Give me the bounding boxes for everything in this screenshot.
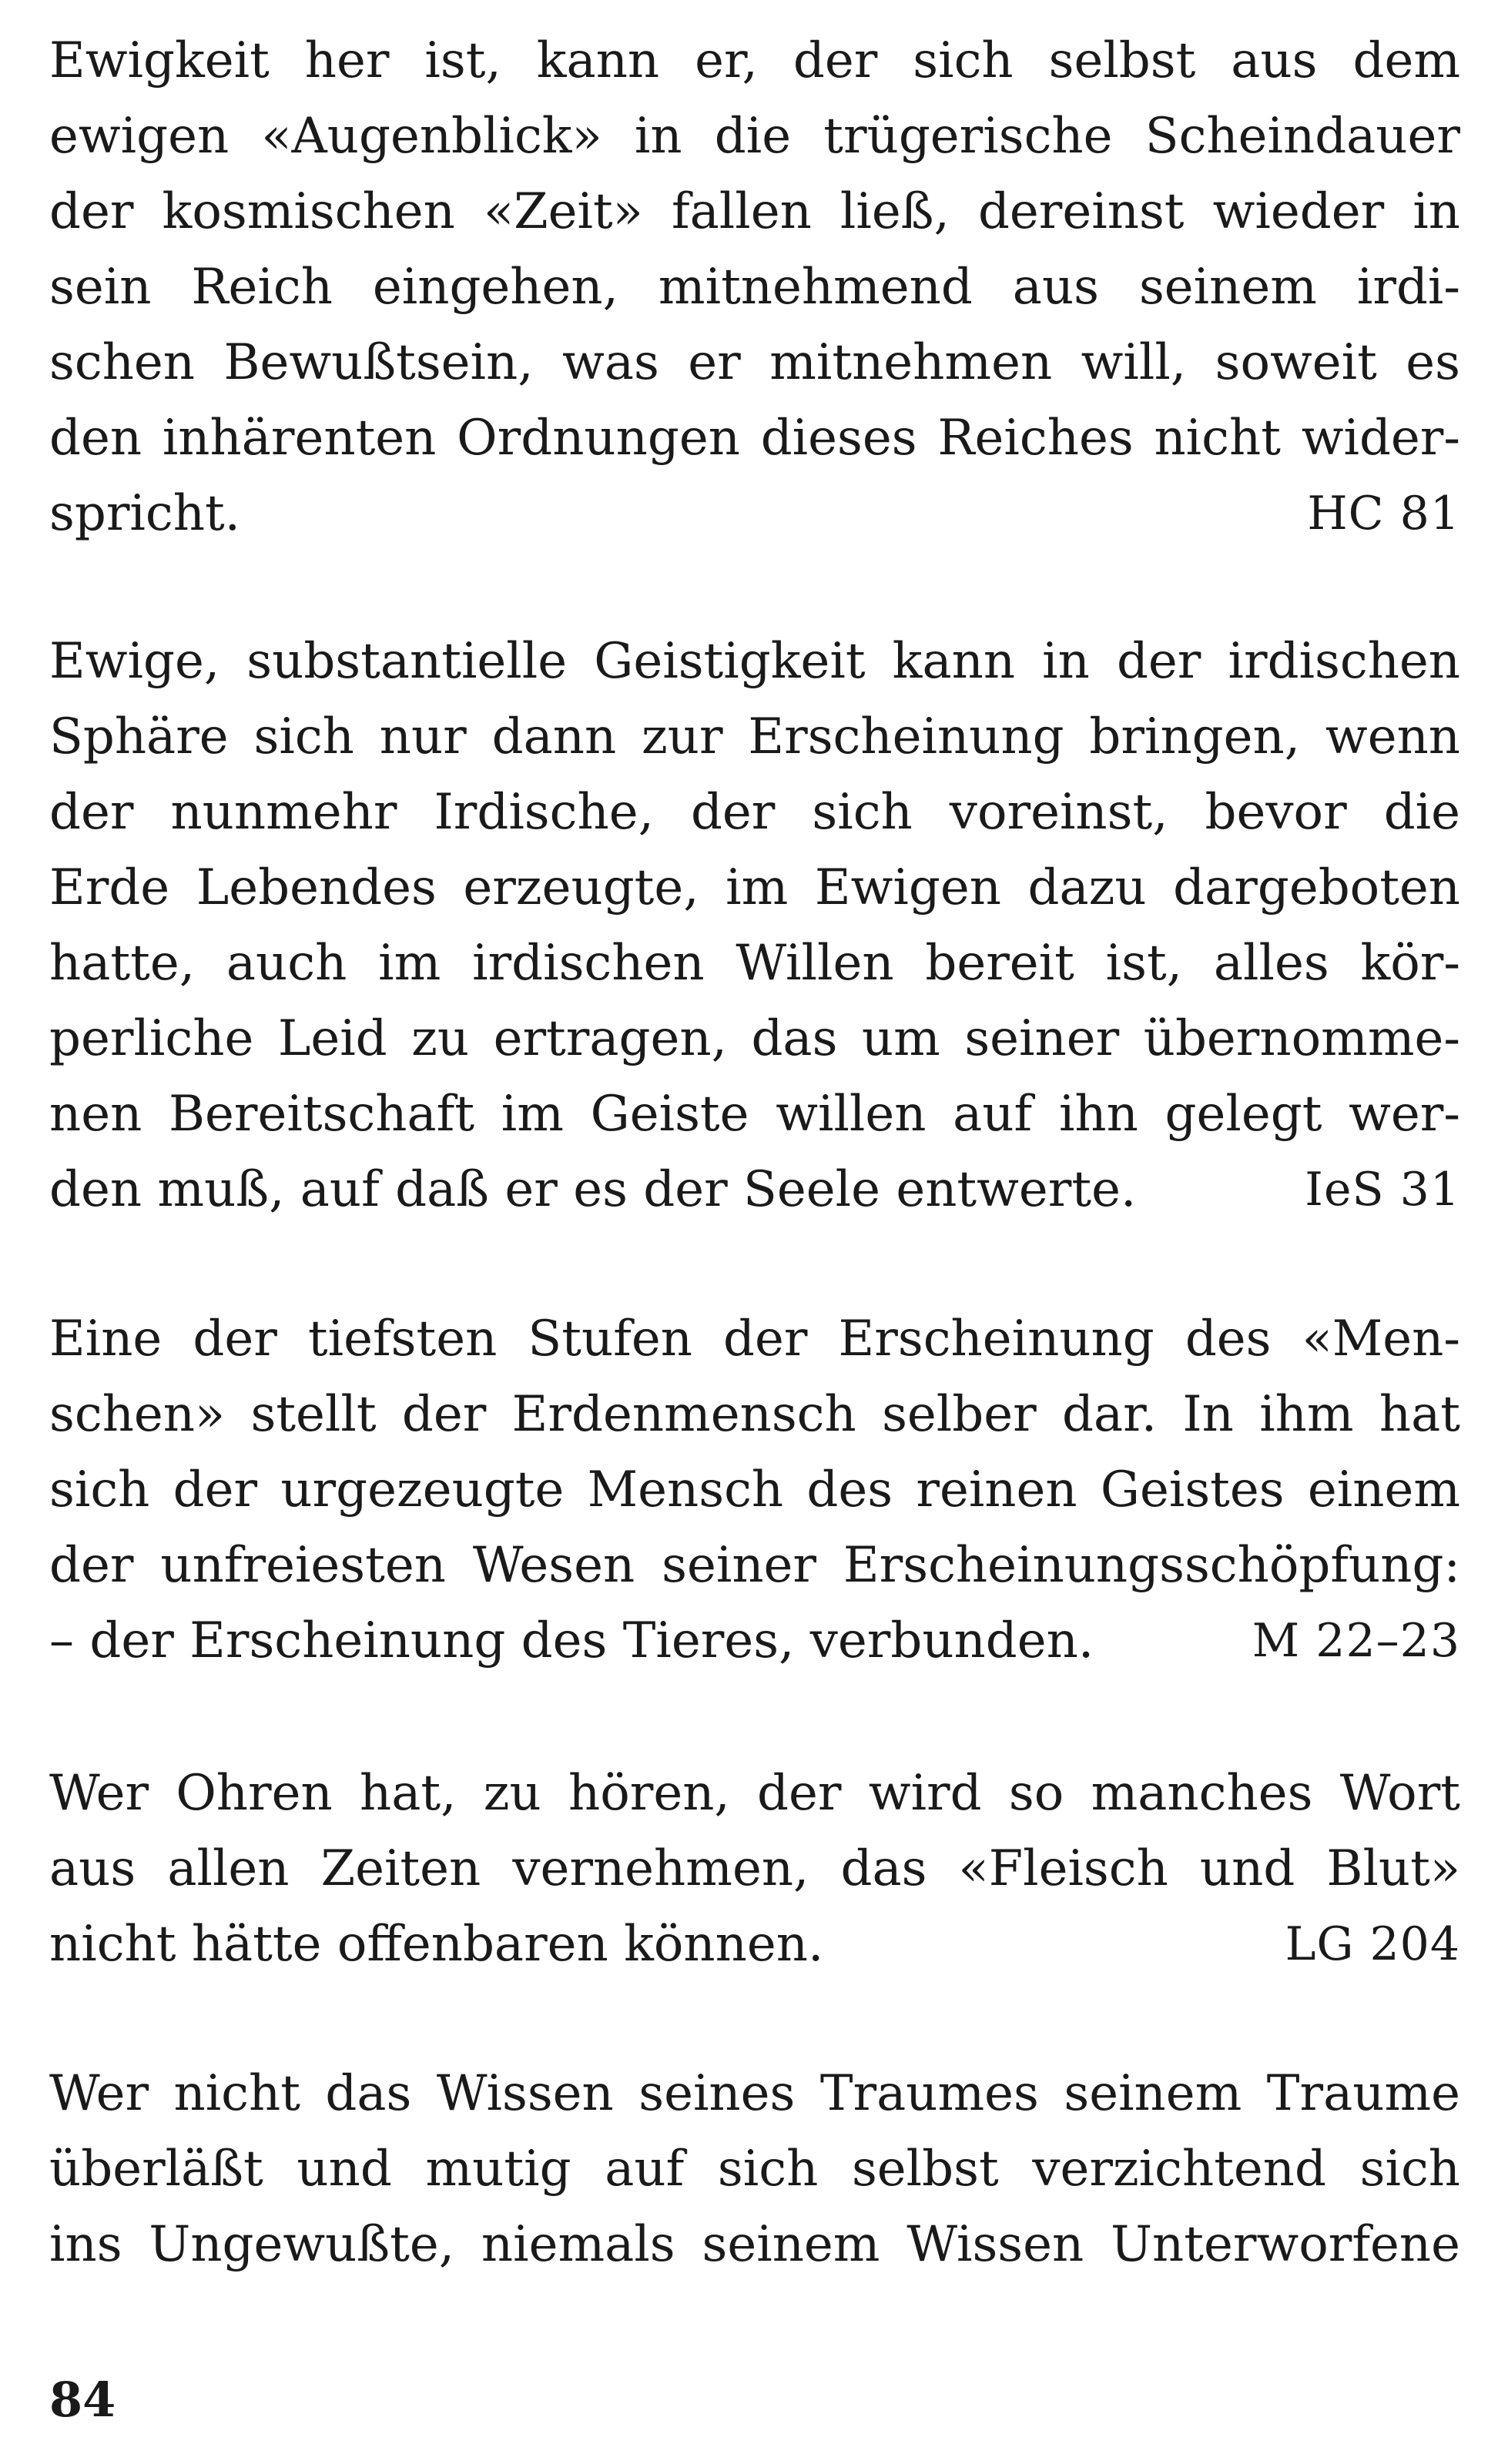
text-line-last (49, 476, 1460, 551)
source-reference: LG 204 (1285, 1917, 1460, 1971)
text-line: nen Bereitschaft im Geiste willen auf ihn gelegt wer- (49, 1086, 1460, 1143)
book-page (49, 23, 1460, 2441)
text-line: der unfreiesten Wesen seiner Erscheinungsschöpfung: (49, 1537, 1460, 1594)
text-line: Ewige, substantielle Geistigkeit kann in der irdischen (49, 633, 1460, 690)
passage-4 (49, 1756, 1460, 1982)
text-line: sein Reich eingehen, mitnehmend aus seinem irdi- (49, 259, 1460, 316)
text-line: Eine der tiefsten Stufen der Erscheinung des «Men- (49, 1311, 1460, 1368)
source-reference: HC 81 (1307, 487, 1460, 541)
text-line: den inhärenten Ordnungen dieses Reiches nicht wider- (49, 410, 1460, 467)
text-line: der nunmehr Irdische, der sich voreinst, bevor die (49, 784, 1460, 841)
passage-3 (49, 1301, 1460, 1679)
text-line-content: – der Erscheinung des Tieres, verbunden. (49, 1612, 1094, 1669)
text-line: Sphäre sich nur dann zur Erscheinung bringen, wenn (49, 708, 1460, 765)
text-line: schen» stellt der Erdenmensch selber dar. In ihm hat (49, 1386, 1460, 1443)
passage-2 (49, 624, 1460, 1227)
text-line-content: spricht. (49, 485, 240, 542)
source-reference: M 22–23 (1252, 1614, 1460, 1668)
text-line: überläßt und mutig auf sich selbst verzichtend sich (49, 2141, 1460, 2198)
text-line: Wer Ohren hat, zu hören, der wird so manches Wort (49, 1765, 1460, 1822)
text-line: hatte, auch im irdischen Willen bereit ist, alles kör- (49, 935, 1460, 992)
page-number: 84 (49, 2372, 116, 2428)
text-line-last (49, 1152, 1460, 1227)
text-line: ewigen «Augenblick» in die trügerische Scheindauer (49, 108, 1460, 165)
text-line-last (49, 1907, 1460, 1982)
text-line: Wer nicht das Wissen seines Traumes seinem Traume (49, 2065, 1460, 2122)
text-line: schen Bewußtsein, was er mitnehmen will, soweit es (49, 334, 1460, 391)
source-reference: IeS 31 (1305, 1163, 1460, 1217)
text-line: der kosmischen «Zeit» fallen ließ, dereinst wieder in (49, 183, 1460, 240)
text-line: ins Ungewußte, niemals seinem Wissen Unterworfene (49, 2216, 1460, 2273)
text-line: aus allen Zeiten vernehmen, das «Fleisch und Blut» (49, 1840, 1460, 1897)
text-line-content: nicht hätte offenbaren können. (49, 1916, 824, 1973)
passage-1 (49, 23, 1460, 551)
text-line: Ewigkeit her ist, kann er, der sich selbst aus dem (49, 32, 1460, 89)
text-line: perliche Leid zu ertragen, das um seiner übernomme- (49, 1010, 1460, 1067)
passage-5 (49, 2056, 1460, 2282)
text-line: sich der urgezeugte Mensch des reinen Geistes einem (49, 1461, 1460, 1518)
text-line: Erde Lebendes erzeugte, im Ewigen dazu dargeboten (49, 859, 1460, 916)
text-line-last (49, 1603, 1460, 1679)
text-line-content: den muß, auf daß er es der Seele entwerte. (49, 1161, 1137, 1218)
